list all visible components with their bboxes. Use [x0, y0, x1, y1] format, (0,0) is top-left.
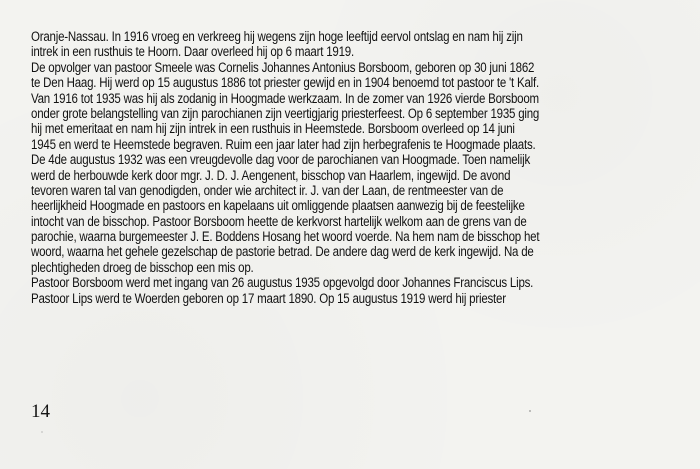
text-line: hij met emeritaat en nam hij zijn intrek in een rusthuis in Heemstede. Borsboom overleed op 14 juni — [31, 121, 515, 137]
text-line: De 4de augustus 1932 was een vreugdevolle dag voor de parochianen van Hoogmade. Toen namelijk — [31, 152, 531, 168]
text-line: Pastoor Borsboom werd met ingang van 26 augustus 1935 opgevolgd door Johannes Franciscus Lips. — [31, 275, 534, 291]
text-line: Oranje-Nassau. In 1916 vroeg en verkreeg hij wegens zijn hoge leeftijd eervol ontslag en nam hij zijn — [31, 29, 523, 44]
text-line: heerlijkheid Hoogmade en pastoors en kapelaans uit omliggende plaatsen aanwezig bij de feestelijke — [31, 198, 525, 214]
text-line: Van 1916 tot 1935 was hij als zodanig in Hoogmade werkzaam. In de zomer van 1926 vierde Borsboom — [31, 90, 539, 106]
text-line: intocht van de bisschop. Pastoor Borsboom heette de kerkvorst hartelijk welkom aan de grens van de — [31, 213, 527, 229]
text-line: te Den Haag. Hij werd op 15 augustus 1886 tot priester gewijd en in 1904 benoemd tot pastoor te 't Kalf. — [31, 75, 539, 91]
text-line: plechtigheden droeg de bisschop een mis op. — [31, 259, 254, 275]
page-number: 14 — [31, 401, 50, 422]
text-line: onder grote belangstelling van zijn parochianen zijn veertigjarig priesterfeest. Op 6 september 1935 ging — [31, 105, 540, 121]
text-line: 1945 en werd te Heemstede begraven. Ruim een jaar later had zijn herbegrafenis te Hoogmade plaats. — [31, 136, 536, 152]
text-line: tevoren waren tal van genodigden, onder wie architect ir. J. van der Laan, de rentmeester van de — [31, 182, 504, 198]
scan-speck — [41, 431, 43, 433]
text-line: woord, waarna het gehele gezelschap de pastorie betrad. De andere dag werd de kerk ingewijd. Na de — [31, 244, 534, 260]
text-line: parochie, waarna burgemeester J. E. Boddens Hosang het woord voerde. Na hem nam de bisschop het — [31, 229, 540, 245]
text-line: De opvolger van pastoor Smeele was Cornelis Johannes Antonius Borsboom, geboren op 30 juni 1862 — [31, 59, 535, 75]
text-line: werd de herbouwde kerk door mgr. J. D. J. Aengenent, bisschop van Haarlem, ingewijd. De avond — [31, 167, 511, 183]
body-text — [31, 29, 671, 306]
scan-speck — [529, 410, 531, 412]
text-line: Pastoor Lips werd te Woerden geboren op 17 maart 1890. Op 15 augustus 1919 werd hij priester — [31, 290, 506, 306]
text-line: intrek in een rusthuis te Hoorn. Daar overleed hij op 6 maart 1919. — [31, 44, 354, 60]
